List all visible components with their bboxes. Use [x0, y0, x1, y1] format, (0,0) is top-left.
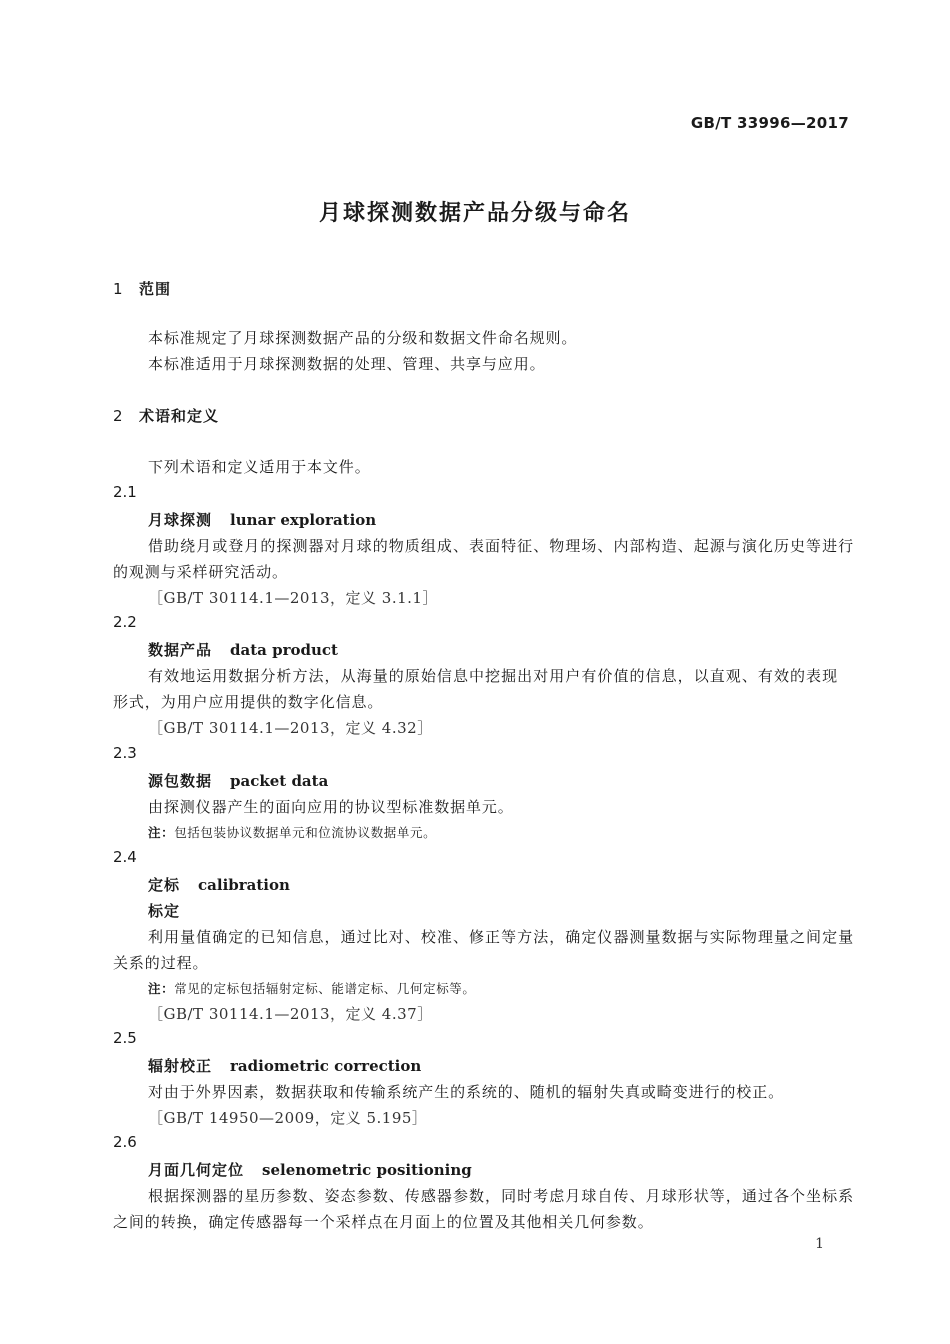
definition-line: 之间的转换，确定传感器每一个采样点在月面上的位置及其他相关几何参数。 — [113, 1213, 654, 1231]
note-text: 包括包装协议数据单元和位流协议数据单元。 — [174, 825, 437, 840]
term-zh: 月球探测 — [148, 511, 213, 529]
note-text: 常见的定标包括辐射定标、能谱定标、几何定标等。 — [174, 981, 476, 996]
term-heading — [148, 1055, 421, 1076]
term-en: radiometric correction — [230, 1057, 422, 1075]
term-en: data product — [230, 641, 338, 659]
term-heading — [148, 770, 328, 791]
note-label: 注： — [148, 981, 175, 996]
term-number: 2.2 — [113, 613, 137, 631]
section-1-heading — [113, 278, 171, 299]
term-en: packet data — [230, 772, 329, 790]
note — [148, 823, 436, 841]
term-zh: 辐射校正 — [148, 1057, 213, 1075]
definition-line: 借助绕月或登月的探测器对月球的物质组成、表面特征、物理场、内部构造、起源与演化历史等进行 — [148, 537, 855, 555]
reference: ［GB/T 30114.1—2013，定义 4.37］ — [148, 1005, 433, 1023]
paragraph: 下列术语和定义适用于本文件。 — [148, 458, 371, 476]
definition-line: 形式，为用户应用提供的数字化信息。 — [113, 693, 384, 711]
term-heading — [148, 509, 376, 530]
definition-line: 利用量值确定的已知信息，通过比对、校准、修正等方法，确定仪器测量数据与实际物理量之间定量 — [148, 928, 855, 946]
term-zh: 月面几何定位 — [148, 1161, 245, 1179]
standard-number: GB/T 33996—2017 — [690, 114, 849, 132]
term-heading — [148, 1159, 472, 1180]
term-number: 2.5 — [113, 1029, 137, 1047]
definition-line: 关系的过程。 — [113, 954, 209, 972]
reference: ［GB/T 30114.1—2013，定义 3.1.1］ — [148, 589, 438, 607]
definition-line: 由探测仪器产生的面向应用的协议型标准数据单元。 — [148, 798, 514, 816]
term-en: selenometric positioning — [262, 1161, 472, 1179]
section-title: 术语和定义 — [139, 407, 220, 425]
term-number: 2.1 — [113, 483, 137, 501]
document-title: 月球探测数据产品分级与命名 — [318, 201, 631, 226]
term-en: calibration — [198, 876, 290, 894]
reference: ［GB/T 14950—2009，定义 5.195］ — [148, 1109, 428, 1127]
reference: ［GB/T 30114.1—2013，定义 4.32］ — [148, 719, 433, 737]
note-label: 注： — [148, 825, 175, 840]
note — [148, 979, 476, 997]
term-alternative: 标定 — [148, 902, 181, 920]
term-number: 2.4 — [113, 848, 137, 866]
section-number: 2 — [113, 407, 124, 425]
definition-line: 根据探测器的星历参数、姿态参数、传感器参数，同时考虑月球自传、月球形状等，通过各个坐标系 — [148, 1187, 855, 1205]
section-title: 范围 — [139, 280, 172, 298]
paragraph: 本标准规定了月球探测数据产品的分级和数据文件命名规则。 — [148, 329, 578, 347]
section-2-heading — [113, 405, 219, 426]
definition-line: 对由于外界因素，数据获取和传输系统产生的系统的、随机的辐射失真或畸变进行的校正。 — [148, 1083, 785, 1101]
definition-line: 的观测与采样研究活动。 — [113, 563, 288, 581]
term-en: lunar exploration — [230, 511, 377, 529]
term-heading — [148, 874, 290, 895]
definition-line: 有效地运用数据分析方法，从海量的原始信息中挖掘出对用户有价值的信息，以直观、有效的表现 — [148, 667, 839, 685]
term-number: 2.6 — [113, 1133, 137, 1151]
paragraph: 本标准适用于月球探测数据的处理、管理、共享与应用。 — [148, 355, 546, 373]
section-number: 1 — [113, 280, 124, 298]
term-zh: 定标 — [148, 876, 181, 894]
term-number: 2.3 — [113, 744, 137, 762]
term-zh: 数据产品 — [148, 641, 213, 659]
term-heading — [148, 639, 338, 660]
page-number: 1 — [815, 1236, 824, 1252]
term-zh: 源包数据 — [148, 772, 213, 790]
